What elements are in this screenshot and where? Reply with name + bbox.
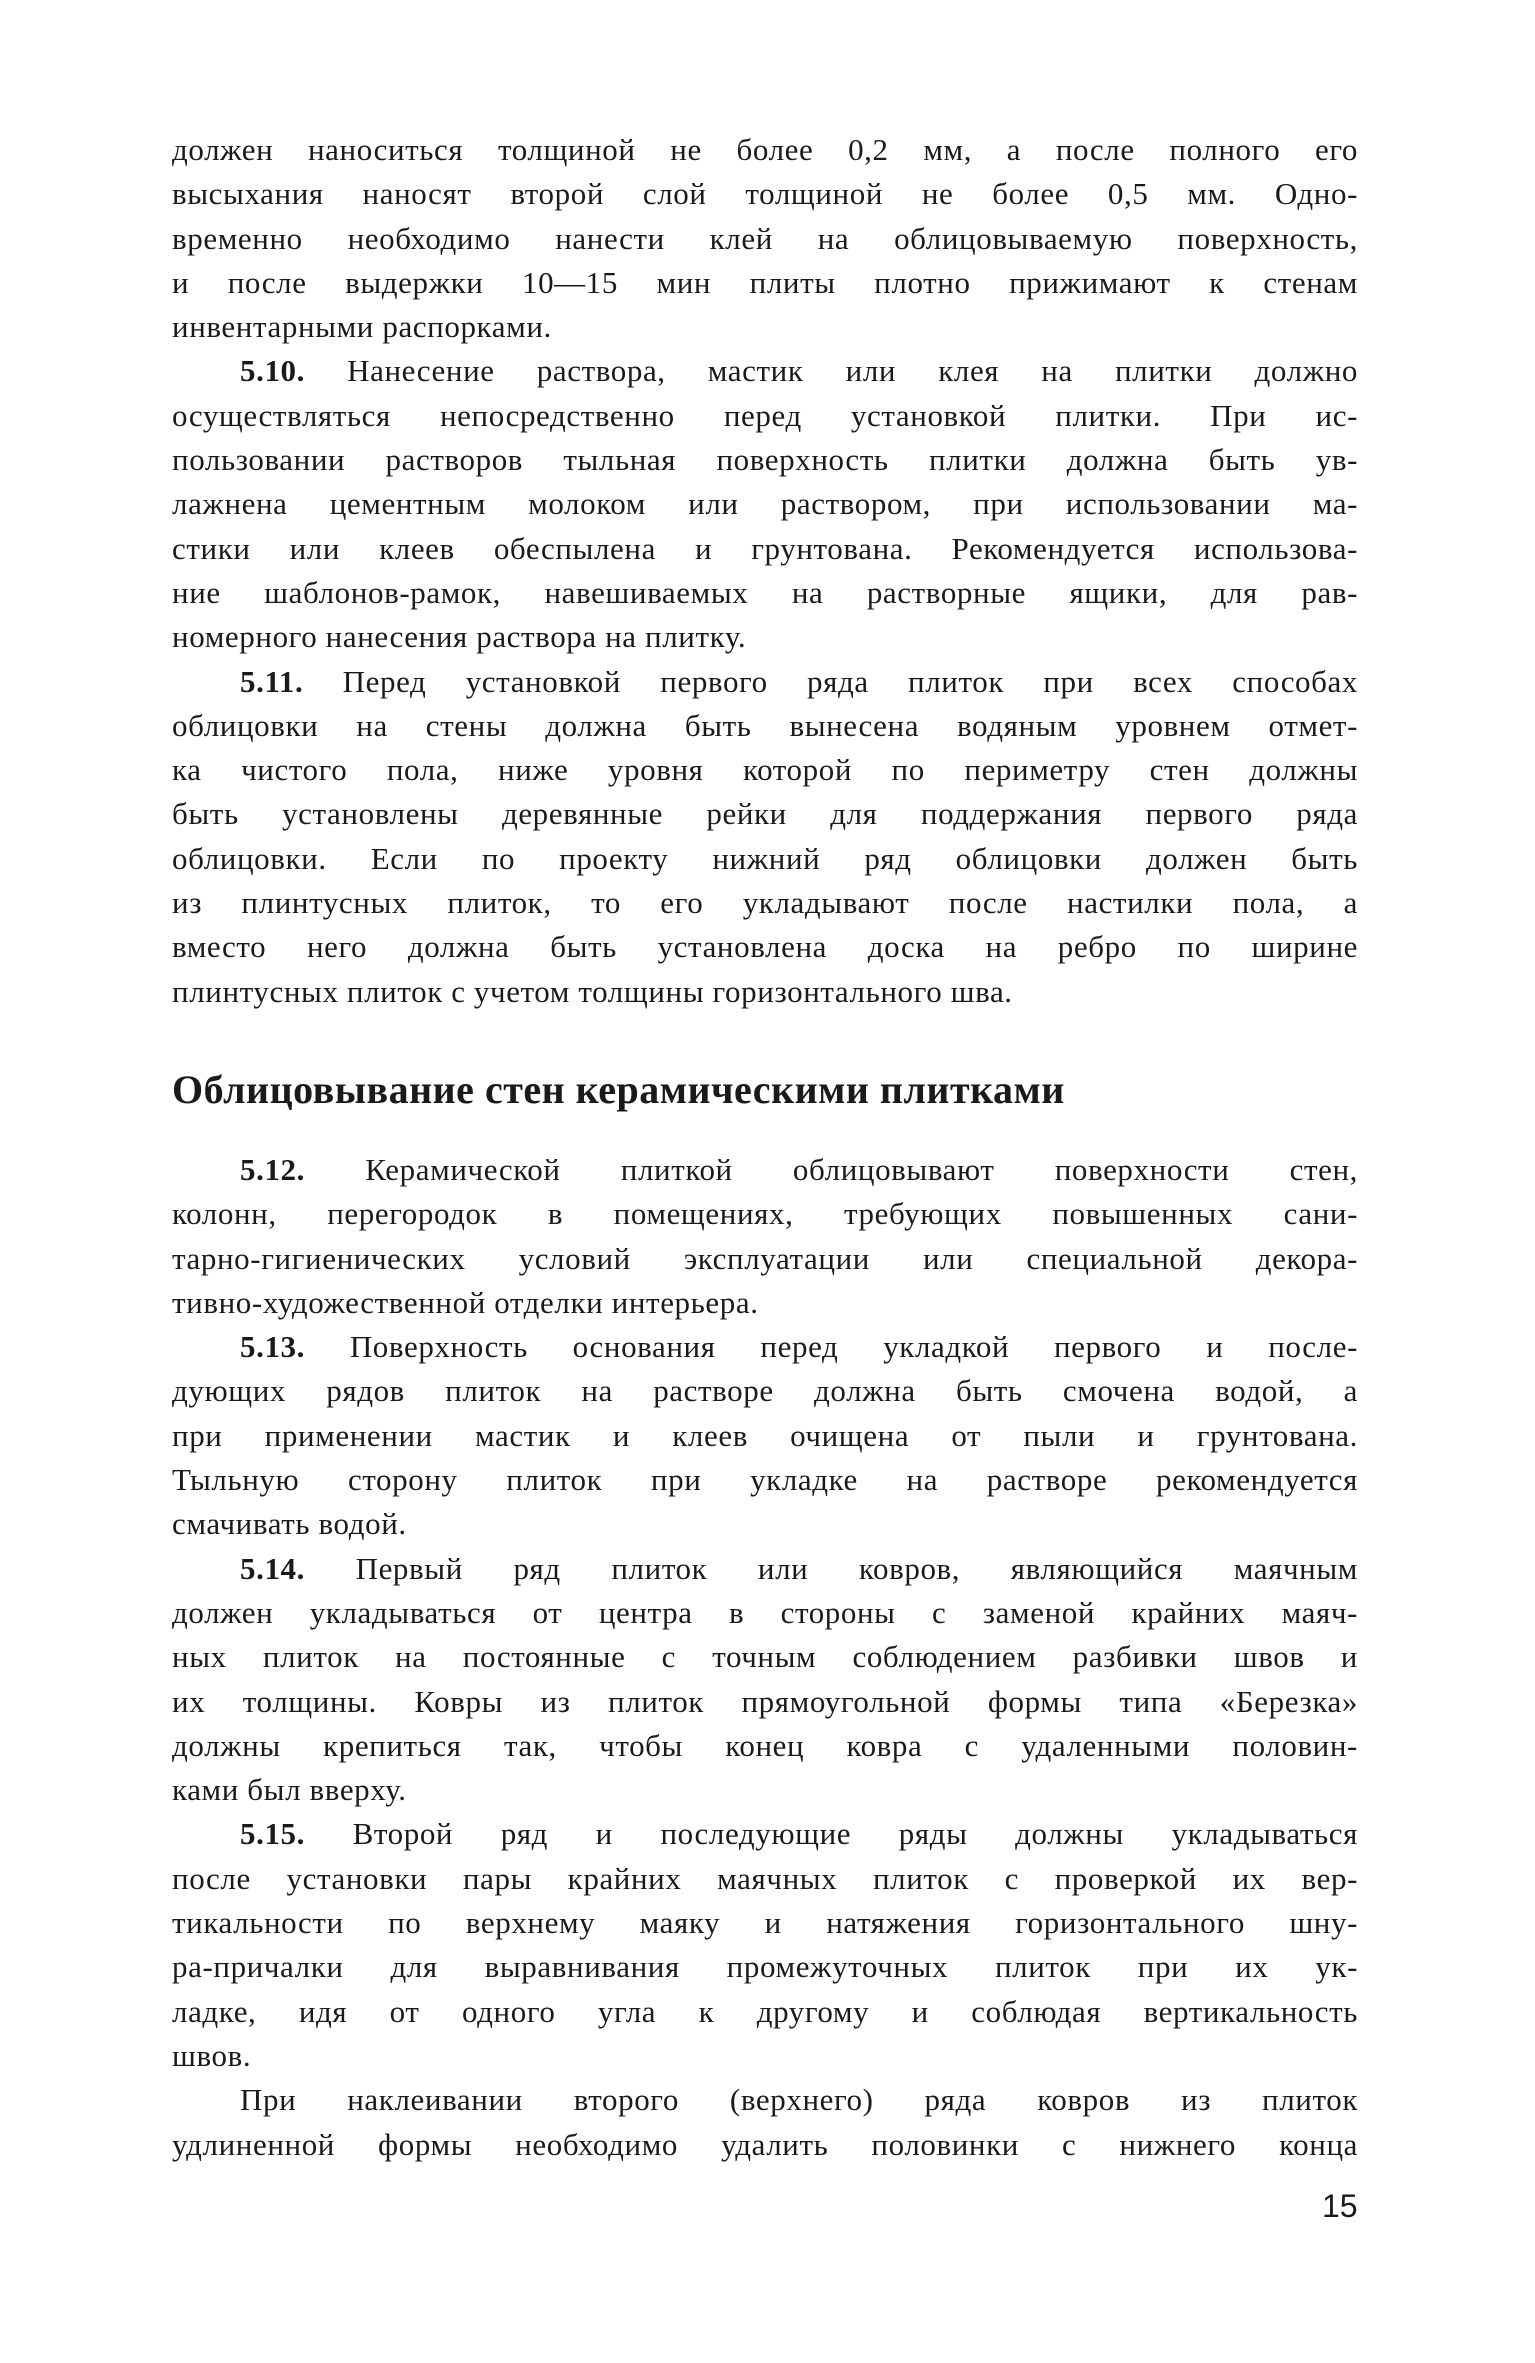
line-text: временно необходимо нанести клей на облицовываемую поверхность, [172, 220, 1358, 256]
text-line [172, 1502, 1358, 1546]
text-line [172, 1591, 1358, 1635]
text-block-section [172, 1148, 1358, 2167]
text-line [172, 704, 1358, 748]
line-text: облицовки. Если по проекту нижний ряд облицовки должен быть [172, 840, 1358, 876]
page-number: 15 [1322, 2188, 1358, 2224]
text-line [172, 792, 1358, 836]
text-line [172, 1724, 1358, 1768]
paragraph [172, 1325, 1358, 1546]
line-text: высыхания наносят второй слой толщиной не более 0,5 мм. Одно- [172, 176, 1358, 212]
line-text: номерного нанесения раствора на плитку. [172, 619, 747, 655]
line-text: ра-причалки для выравнивания промежуточных плиток при их ук- [172, 1949, 1358, 1985]
paragraph [172, 2078, 1358, 2167]
line-text: вместо него должна быть установлена доска на ребро по ширине [172, 929, 1358, 965]
text-line [172, 615, 1358, 659]
paragraph [172, 1812, 1358, 2078]
text-line [172, 970, 1358, 1014]
section-number: 5.14. [240, 1550, 305, 1586]
line-text: ладке, идя от одного угла к другому и соблюдая вертикальность [172, 1993, 1358, 2029]
line-text: колонн, перегородок в помещениях, требующих повышенных сани- [172, 1196, 1358, 1232]
paragraph [172, 349, 1358, 659]
text-line [172, 660, 1358, 704]
text-line [172, 1281, 1358, 1325]
line-text: пользовании растворов тыльная поверхность плитки должна быть ув- [172, 442, 1358, 478]
text-line [172, 925, 1358, 969]
line-text: дующих рядов плиток на растворе должна быть смочена водой, а [172, 1373, 1358, 1409]
text-line [172, 1990, 1358, 2034]
text-line [172, 748, 1358, 792]
text-line [172, 837, 1358, 881]
section-number: 5.11. [240, 663, 304, 699]
text-line [172, 571, 1358, 615]
text-line [172, 1192, 1358, 1236]
paragraph [172, 1547, 1358, 1813]
section-number: 5.12. [240, 1152, 305, 1187]
line-text: Тыльную сторону плиток при укладке на растворе рекомендуется [172, 1462, 1358, 1498]
text-line [172, 1237, 1358, 1281]
line-text: должны крепиться так, чтобы конец ковра с удаленными половин- [172, 1727, 1358, 1763]
line-text: При наклеивании второго (верхнего) ряда ковров из плиток [240, 2082, 1358, 2118]
line-text: Поверхность основания перед укладкой первого и после- [305, 1329, 1358, 1365]
text-line [172, 1369, 1358, 1413]
line-text: Нанесение раствора, мастик или клея на плитки должно [305, 353, 1358, 389]
section-number: 5.10. [240, 353, 305, 389]
text-line [172, 261, 1358, 305]
line-text: Второй ряд и последующие ряды должны укладываться [305, 1816, 1358, 1852]
text-line [172, 482, 1358, 526]
text-line [172, 1945, 1358, 1989]
text-line [172, 1857, 1358, 1901]
text-line [172, 1635, 1358, 1679]
paragraph [172, 128, 1358, 349]
line-text: швов. [172, 2037, 252, 2073]
text-line [172, 128, 1358, 172]
line-text: ками был вверху. [172, 1772, 407, 1808]
section-number: 5.15. [240, 1816, 305, 1852]
line-text: облицовки на стены должна быть вынесена водяным уровнем отмет- [172, 707, 1358, 743]
section-heading: Облицовывание стен керамическими плитками [172, 1067, 1065, 1112]
section-number: 5.13. [240, 1329, 305, 1365]
line-text: должен наноситься толщиной не более 0,2 мм, а после полного его [172, 132, 1358, 167]
text-line [172, 527, 1358, 571]
text-line [172, 1812, 1358, 1856]
line-text: Керамической плиткой облицовывают поверхности стен, [305, 1152, 1358, 1187]
text-line [172, 305, 1358, 349]
text-line [172, 1148, 1358, 1192]
text-block-top [172, 128, 1358, 1014]
line-text: и после выдержки 10—15 мин плиты плотно прижимают к стенам [172, 264, 1358, 300]
line-text: ние шаблонов-рамок, навешиваемых на растворные ящики, для рав- [172, 574, 1358, 610]
line-text: удлиненной формы необходимо удалить половинки с нижнего конца [172, 2126, 1358, 2162]
text-line [172, 217, 1358, 261]
line-text: лажнена цементным молоком или раствором, при использовании ма- [172, 486, 1358, 522]
text-line [172, 1680, 1358, 1724]
line-text: ка чистого пола, ниже уровня которой по периметру стен должны [172, 752, 1358, 788]
line-text: стики или клеев обеспылена и грунтована. Рекомендуется использова- [172, 530, 1358, 566]
line-text: Первый ряд плиток или ковров, являющийся маячным [305, 1550, 1358, 1586]
line-text: смачивать водой. [172, 1506, 407, 1542]
line-text: тивно-художественной отделки интерьера. [172, 1284, 759, 1320]
paragraph [172, 660, 1358, 1014]
paragraph [172, 1148, 1358, 1325]
line-text: плинтусных плиток с учетом толщины горизонтального шва. [172, 973, 1013, 1009]
text-line [172, 1768, 1358, 1812]
line-text: инвентарными распорками. [172, 309, 552, 345]
text-line [172, 1414, 1358, 1458]
line-text: из плинтусных плиток, то его укладывают после настилки пола, а [172, 885, 1358, 921]
text-line [172, 349, 1358, 393]
line-text: Перед установкой первого ряда плиток при всех способах [303, 663, 1358, 699]
line-text: при применении мастик и клеев очищена от пыли и грунтована. [172, 1417, 1358, 1453]
text-line [172, 1901, 1358, 1945]
text-line [172, 1325, 1358, 1369]
line-text: тикальности по верхнему маяку и натяжения горизонтального шну- [172, 1905, 1358, 1941]
text-line [172, 2078, 1358, 2122]
line-text: их толщины. Ковры из плиток прямоугольной формы типа «Березка» [172, 1683, 1358, 1719]
line-text: ных плиток на постоянные с точным соблюдением разбивки швов и [172, 1639, 1358, 1675]
line-text: должен укладываться от центра в стороны с заменой крайних маяч- [172, 1594, 1358, 1630]
text-line [172, 2034, 1358, 2078]
line-text: после установки пары крайних маячных плиток с проверкой их вер- [172, 1860, 1358, 1896]
line-text: тарно-гигиенических условий эксплуатации или специальной декора- [172, 1240, 1358, 1276]
text-line [172, 2123, 1358, 2167]
text-line [172, 881, 1358, 925]
text-line [172, 172, 1358, 216]
text-line [172, 438, 1358, 482]
text-line [172, 394, 1358, 438]
line-text: осуществляться непосредственно перед установкой плитки. При ис- [172, 397, 1358, 433]
text-line [172, 1458, 1358, 1502]
text-line [172, 1547, 1358, 1591]
line-text: быть установлены деревянные рейки для поддержания первого ряда [172, 796, 1358, 832]
